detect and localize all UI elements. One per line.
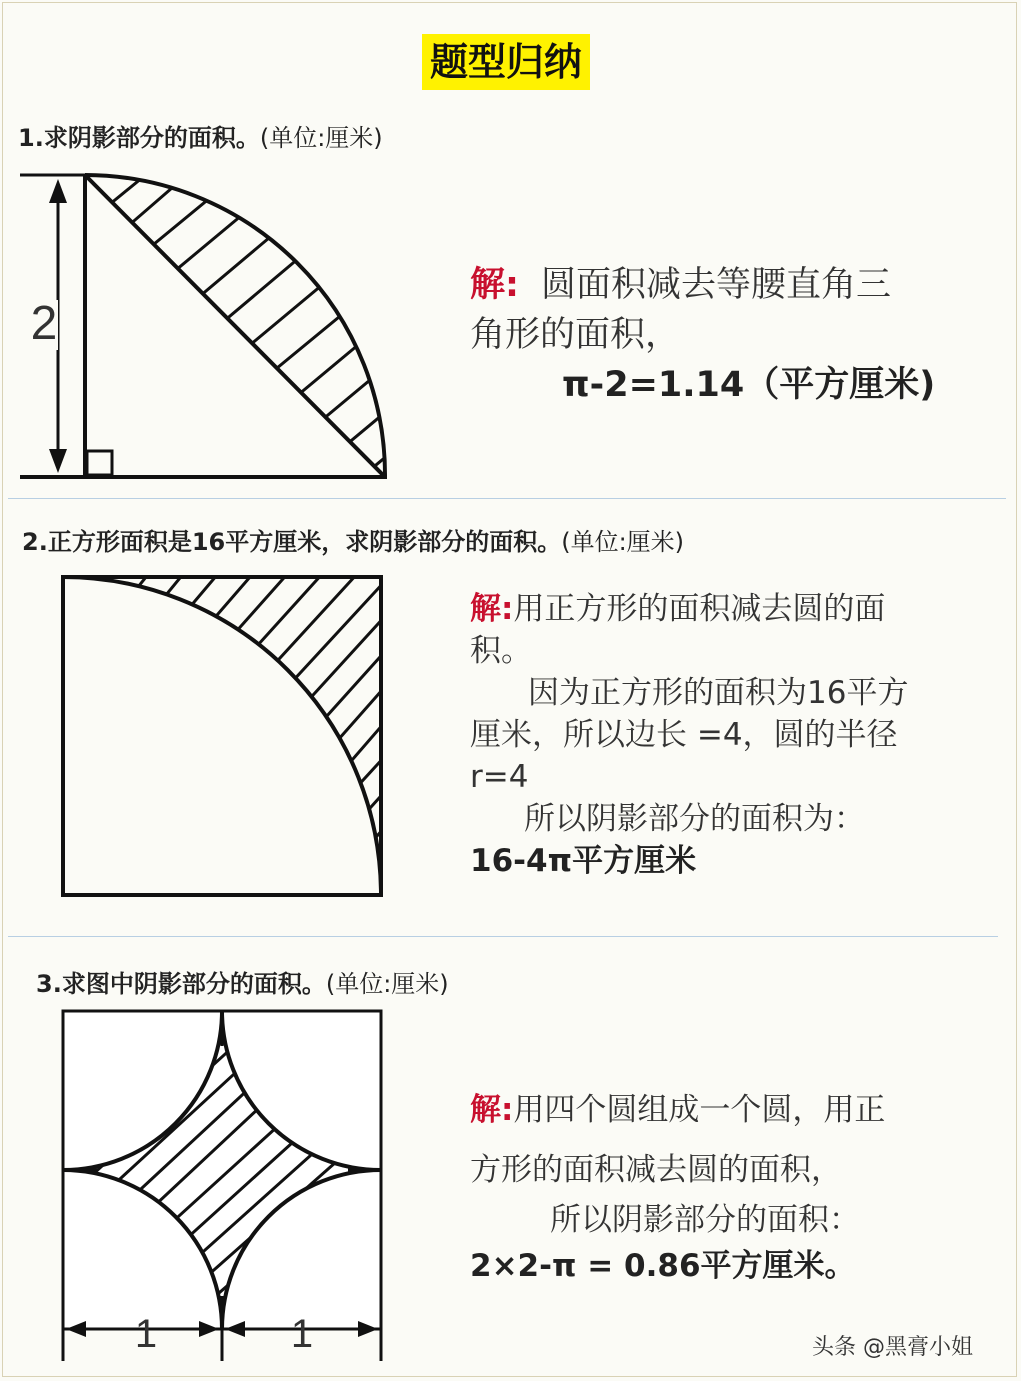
q3-answer-key: 解: — [470, 1092, 514, 1128]
q2-arc — [63, 577, 381, 894]
q1-answer-row1 — [470, 260, 935, 310]
q1-arrow-up-icon — [49, 179, 67, 203]
q3-answer — [470, 1083, 885, 1289]
q3-answer-line3: 所以阴影部分的面积： — [550, 1202, 860, 1238]
q3-question-text: 3.求图中阴影部分的面积。 — [36, 970, 326, 998]
q2-question — [22, 522, 684, 557]
watermark: 头条 @黑膏小姐 — [812, 1335, 973, 1360]
q3-answer-formula: 2×2-π = 0.86平方厘米。 — [470, 1248, 856, 1284]
q3-answer-line1: 用四个圆组成一个圆，用正 — [513, 1092, 886, 1128]
q3-figure — [58, 1006, 388, 1366]
q1-question — [18, 118, 383, 153]
q3-answer-line2: 方形的面积减去圆的面积， — [470, 1152, 842, 1188]
q2-answer-line6: 所以阴影部分的面积为： — [524, 801, 865, 837]
q1-answer-key: 解: — [470, 265, 519, 305]
q3-dim-label-left: 1 — [134, 1312, 158, 1356]
q1-arrow-down-icon — [49, 449, 67, 473]
q1-answer-formula: π-2=1.14（平方厘米) — [562, 365, 936, 405]
q1-answer-line2: 角形的面积， — [470, 315, 681, 355]
q3-question — [36, 964, 449, 999]
q2-square — [63, 577, 381, 895]
q2-figure — [58, 572, 388, 900]
q2-unit: (单位:厘米) — [561, 528, 685, 556]
q2-answer-row1 — [470, 588, 908, 630]
q1-answer — [470, 260, 935, 410]
q2-answer-key: 解: — [470, 591, 514, 627]
q1-answer-line1: 圆面积减去等腰直角三 — [541, 265, 892, 305]
separator-2 — [8, 936, 998, 937]
q2-answer-line3: 因为正方形的面积为16平方 — [528, 675, 909, 711]
q1-unit: (单位:厘米) — [259, 124, 383, 152]
q2-answer-line5: r=4 — [470, 759, 529, 795]
q3-dim-label-right: 1 — [290, 1312, 314, 1356]
q3-answer-row1 — [470, 1083, 885, 1137]
q2-answer-formula: 16-4π平方厘米 — [470, 843, 697, 879]
q1-right-angle-mark — [87, 451, 112, 475]
q1-question-text: 1.求阴影部分的面积。 — [18, 124, 260, 152]
q2-answer-line4: 厘米，所以边长 =4，圆的半径 — [470, 717, 898, 753]
q3-unit: (单位:厘米) — [325, 970, 449, 998]
q2-question-text: 2.正方形面积是16平方厘米，求阴影部分的面积。 — [22, 528, 562, 556]
page-title: 题型归纳 — [422, 34, 590, 90]
q2-answer — [470, 588, 908, 882]
q2-answer-line2: 积。 — [470, 633, 532, 669]
q1-figure — [20, 165, 400, 495]
separator-1 — [8, 498, 1006, 499]
q1-side-label: 2 — [30, 297, 58, 350]
q2-answer-line1: 用正方形的面积减去圆的面 — [513, 591, 886, 627]
q2-hatching — [118, 572, 388, 900]
